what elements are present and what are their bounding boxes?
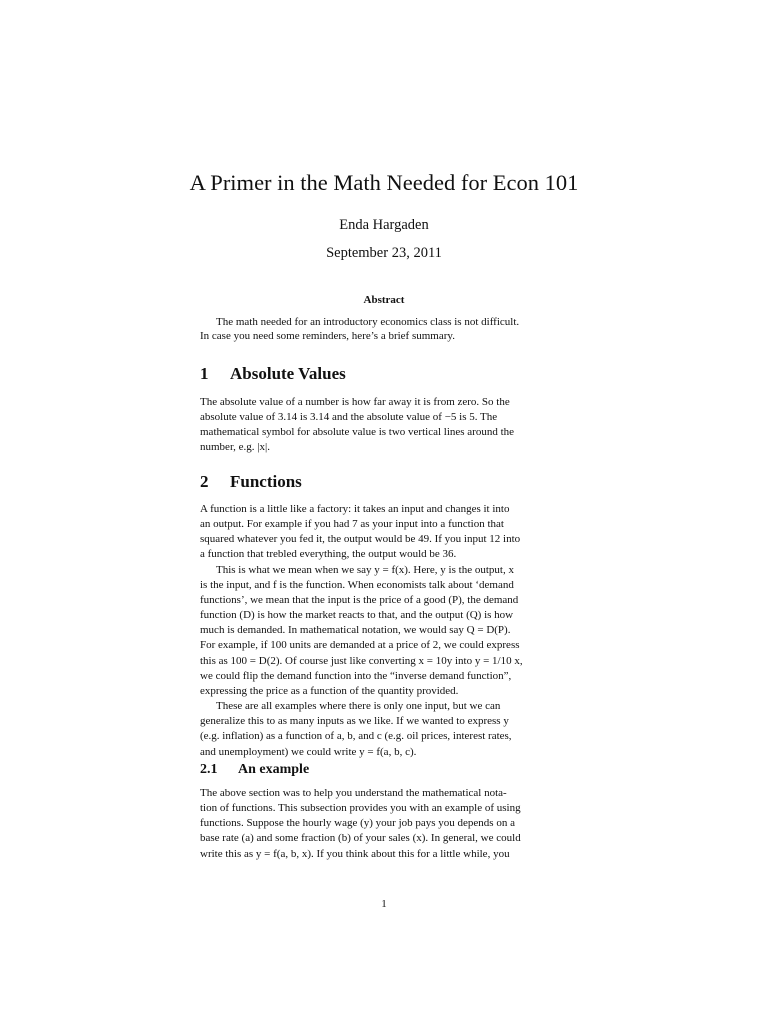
section-title: An example [238,762,310,777]
text-line: is the input, and f is the function. When economists talk about ‘demand [200,578,514,591]
text-line: write this as y = f(a, b, x). If you think about this for a little while, you [200,847,510,860]
text-line: an output. For example if you had 7 as your input into a function that [200,518,504,531]
section-body-functions [200,502,568,760]
section-number: 1 [200,364,209,383]
text-line: expressing the price as a function of the quantity provided. [200,684,459,697]
section-heading-functions [200,472,302,492]
abstract-line: In case you need some reminders, here’s a brief summary. [200,330,455,342]
text-line: (e.g. inflation) as a function of a, b, and c (e.g. oil prices, interest rates, [200,730,512,743]
section-title: Absolute Values [230,364,346,383]
section-body-an-example [200,786,568,862]
section-number: 2.1 [200,762,218,777]
text-line: and unemployment) we could write y = f(a, b, c). [200,745,417,758]
section-number: 2 [200,472,209,491]
text-line: number, e.g. |x|. [200,441,270,454]
text-line: The absolute value of a number is how far away it is from zero. So the [200,396,510,408]
text-line: function (D) is how the market reacts to that, and the output (Q) is how [200,609,514,622]
text-line: generalize this to as many inputs as we like. If we wanted to express y [200,715,509,728]
section-heading-absolute-values [200,364,346,384]
abstract-line: The math needed for an introductory economics class is not difficult. [216,316,520,328]
text-line: we could flip the demand function into the “inverse demand function”, [200,669,512,682]
text-line: A function is a little like a factory: it takes an input and changes it into [200,503,510,515]
text-line: much is demanded. In mathematical notation, we would say Q = D(P). [200,624,511,637]
text-line: This is what we mean when we say y = f(x). Here, y is the output, x [216,563,514,576]
text-line: mathematical symbol for absolute value is two vertical lines around the [200,426,515,439]
section-title: Functions [230,472,302,491]
text-line: this as 100 = D(2). Of course just like converting x = 10y into y = 1/10 x, [200,654,523,667]
paper-date: September 23, 2011 [326,245,442,261]
page-number: 1 [381,898,387,910]
text-line: These are all examples where there is only one input, but we can [216,700,501,713]
subsection-heading-an-example [200,762,309,778]
text-line: a function that trebled everything, the output would be 36. [200,548,457,561]
section-body-absolute-values [200,395,568,456]
paper-title: A Primer in the Math Needed for Econ 101 [189,170,579,195]
text-line: tion of functions. This subsection provides you with an example of using [200,802,521,815]
text-line: The above section was to help you understand the mathematical nota- [200,787,507,799]
text-line: For example, if 100 units are demanded at a price of 2, we could express [200,639,520,652]
text-line: absolute value of 3.14 is 3.14 and the absolute value of −5 is 5. The [200,411,498,424]
text-line: functions. Suppose the hourly wage (y) your job pays you depends on a [200,817,515,830]
text-line: functions’, we mean that the input is the price of a good (P), the demand [200,593,519,606]
text-line: base rate (a) and some fraction (b) of your sales (x). In general, we could [200,832,521,845]
abstract-heading: Abstract [363,294,405,306]
paper-author: Enda Hargaden [339,217,429,233]
abstract-body [200,315,570,343]
text-line: squared whatever you fed it, the output would be 49. If you input 12 into [200,533,521,546]
